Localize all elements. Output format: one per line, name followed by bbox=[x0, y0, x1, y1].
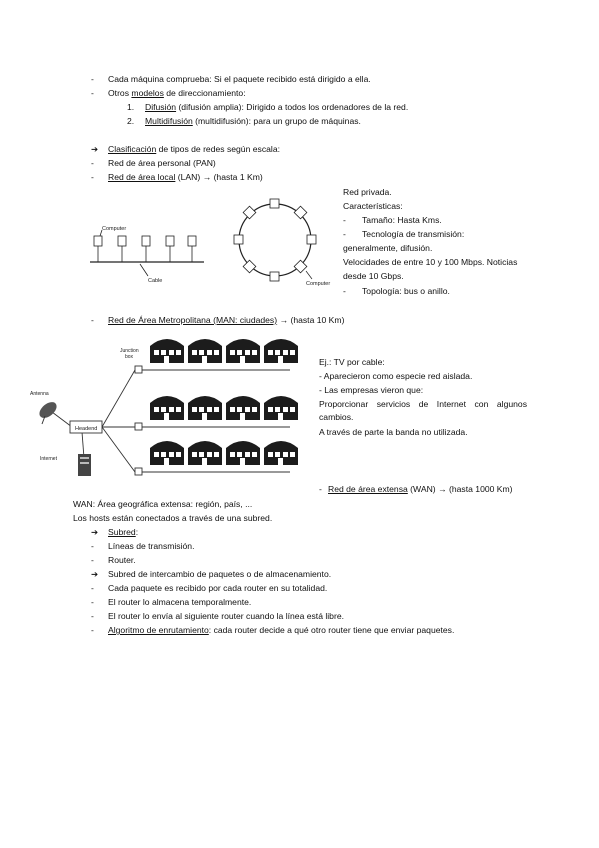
mode-difusion bbox=[145, 102, 408, 113]
man-note-companies: - Las empresas vieron que: bbox=[319, 385, 424, 395]
houses-group bbox=[150, 339, 298, 465]
subnet-term: Subred bbox=[108, 527, 136, 537]
internet-label: Internet bbox=[40, 456, 57, 462]
arrow-icon: → bbox=[202, 172, 212, 182]
lan-note-transmission: Tecnología de transmisión: bbox=[362, 229, 465, 239]
mode-number-2: 2. bbox=[127, 116, 135, 126]
arrow-icon: → bbox=[438, 484, 447, 494]
arrow-bullet: ➔ bbox=[91, 144, 99, 154]
bullet-dash: - bbox=[91, 172, 94, 182]
classification-term: Clasificación bbox=[108, 144, 157, 154]
lan-abbr: (LAN) bbox=[175, 172, 203, 182]
lan-note-speed: Velocidades de entre 10 y 100 Mbps. Noticias bbox=[343, 257, 518, 267]
mode-number-1: 1. bbox=[127, 102, 135, 112]
bullet-dash: - bbox=[343, 215, 346, 225]
bus-computer-label: Computer bbox=[102, 226, 127, 232]
lan-item bbox=[108, 172, 263, 183]
house-icon bbox=[226, 441, 260, 465]
bullet-dash: - bbox=[343, 229, 346, 239]
bullet-dash: - bbox=[91, 597, 94, 607]
subnet-item: Líneas de transmisión. bbox=[108, 541, 195, 551]
junction-box-label: Junction bbox=[120, 348, 139, 354]
house-icon bbox=[264, 441, 298, 465]
man-range: (hasta 10 Km) bbox=[288, 315, 345, 325]
man-item bbox=[108, 315, 344, 326]
bullet-dash: - bbox=[91, 611, 94, 621]
bullet-dash: - bbox=[91, 315, 94, 325]
classification-rest: de tipos de redes según escala: bbox=[156, 144, 280, 154]
headend-label: Headend bbox=[75, 426, 98, 432]
bullet-dash: - bbox=[91, 583, 94, 593]
mode-desc: (difusión amplia): Dirigido a todos los ordenadores de la red. bbox=[176, 102, 409, 112]
man-term: Red de Área Metropolitana (MAN: ciudades) bbox=[108, 315, 278, 325]
intro-line-2 bbox=[108, 88, 246, 99]
bullet-dash: - bbox=[343, 286, 346, 296]
wan-item bbox=[328, 484, 513, 495]
wan-abbr: (WAN) bbox=[407, 484, 439, 494]
house-icon bbox=[188, 441, 222, 465]
bullet-dash: - bbox=[91, 625, 94, 635]
lan-bus-diagram bbox=[78, 224, 208, 294]
bullet-dash: - bbox=[91, 88, 94, 98]
house-icon bbox=[150, 339, 184, 363]
bullet-dash: - bbox=[319, 484, 322, 494]
bullet-dash: - bbox=[91, 555, 94, 565]
man-cable-tv-diagram bbox=[30, 332, 300, 482]
subnet-item: Subred de intercambio de paquetes o de almacenamiento. bbox=[108, 569, 332, 579]
house-icon bbox=[188, 396, 222, 420]
lan-note-private: Red privada. bbox=[343, 187, 392, 197]
intro-line-1: Cada máquina comprueba: Si el paquete recibido está dirigido a ella. bbox=[108, 74, 371, 84]
antenna-label: Antenna bbox=[30, 391, 49, 397]
lan-ring-diagram bbox=[230, 195, 340, 290]
house-icon bbox=[150, 396, 184, 420]
subnet-item: Cada paquete es recibido por cada router en su totalidad. bbox=[108, 583, 328, 593]
wan-term: Red de área extensa bbox=[328, 484, 408, 494]
house-icon bbox=[226, 339, 260, 363]
man-note-paragraph: Proporcionar servicios de Internet con algunos cambios. bbox=[319, 399, 527, 422]
man-note-isolated: - Aparecieron como especie red aislada. bbox=[319, 371, 473, 381]
routing-term: Algoritmo de enrutamiento bbox=[108, 625, 209, 635]
antenna-icon bbox=[36, 399, 59, 424]
lan-range: (hasta 1 Km) bbox=[211, 172, 263, 182]
routing-item bbox=[108, 625, 454, 636]
subnet-colon: : bbox=[135, 527, 139, 537]
bullet-dash: - bbox=[91, 541, 94, 551]
arrow-bullet: ➔ bbox=[91, 569, 99, 579]
lan-note-size: Tamaño: Hasta Kms. bbox=[362, 215, 442, 225]
subnet-item: Router. bbox=[108, 555, 136, 565]
lan-note-topology: Topología: bus o anillo. bbox=[362, 286, 450, 296]
server-icon bbox=[78, 454, 91, 476]
subnet-item: El router lo almacena temporalmente. bbox=[108, 597, 252, 607]
arrow-bullet: ➔ bbox=[91, 527, 99, 537]
lan-note-speed-2: desde 10 Gbps. bbox=[343, 271, 404, 281]
mode-desc: (multidifusión): para un grupo de máquinas. bbox=[192, 116, 361, 126]
house-icon bbox=[150, 441, 184, 465]
lan-note-broadcast: generalmente, difusión. bbox=[343, 243, 433, 253]
house-icon bbox=[188, 339, 222, 363]
bus-cable-label: Cable bbox=[148, 278, 163, 284]
classification-heading bbox=[108, 144, 280, 155]
lan-note-characteristics: Características: bbox=[343, 201, 403, 211]
subnet-item: El router lo envía al siguiente router cuando la línea está libre. bbox=[108, 611, 344, 621]
wan-desc-1: WAN: Área geográfica extensa: región, país, ... bbox=[73, 499, 253, 509]
routing-desc: : cada router decide a qué otro router tiene que enviar paquetes. bbox=[208, 625, 455, 635]
man-note-example: Ej.: TV por cable: bbox=[319, 357, 385, 367]
intro-line-2-post: de direccionamiento: bbox=[163, 88, 246, 98]
arrow-icon: → bbox=[279, 315, 289, 325]
bullet-dash: - bbox=[91, 74, 94, 84]
wan-desc-2: Los hosts están conectados a través de una subred. bbox=[73, 513, 273, 523]
mode-term: Multidifusión bbox=[145, 116, 193, 126]
modelos-link: modelos bbox=[131, 88, 164, 98]
house-icon bbox=[264, 339, 298, 363]
man-note-band: A través de parte la banda no utilizada. bbox=[319, 427, 468, 437]
intro-line-2-pre: Otros bbox=[108, 88, 132, 98]
mode-term: Difusión bbox=[145, 102, 177, 112]
ring-computer-label: Computer bbox=[306, 281, 331, 287]
pan-item: Red de área personal (PAN) bbox=[108, 158, 216, 168]
mode-multidifusion bbox=[145, 116, 361, 127]
junction-box-label-2: box bbox=[125, 354, 134, 360]
house-icon bbox=[264, 396, 298, 420]
wan-range: (hasta 1000 Km) bbox=[446, 484, 513, 494]
bullet-dash: - bbox=[91, 158, 94, 168]
house-icon bbox=[226, 396, 260, 420]
lan-term: Red de área local bbox=[108, 172, 176, 182]
subnet-heading bbox=[108, 527, 138, 538]
